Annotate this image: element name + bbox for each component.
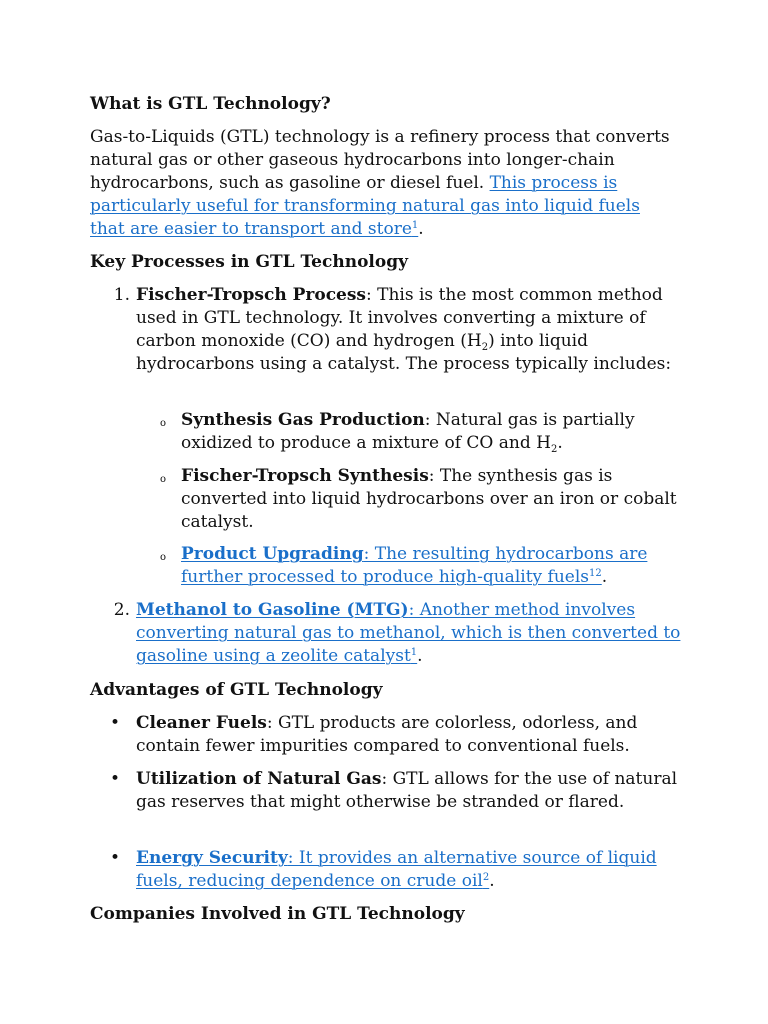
list-number: 2. [113, 600, 130, 620]
sub-item-text[interactable]: : The resulting hydrocarbons are further processed to produce high-quality fuels [181, 544, 648, 587]
process-text: : This is the most common method used in GTL technology. It involves converting a mixture of carbon monoxide (CO) and hydrogen (H [136, 285, 663, 351]
heading-what-is-gtl: What is GTL Technology? [90, 94, 331, 114]
heading-key-processes: Key Processes in GTL Technology [90, 252, 408, 272]
advantage-text: : GTL products are colorless, odorless, and contain fewer impurities compared to conventional fuels. [136, 713, 638, 756]
circle-bullet-icon: o [159, 418, 166, 429]
sub-item-synthesis-gas [159, 409, 681, 455]
mtg-link[interactable] [136, 600, 680, 666]
intro-ref[interactable]: 1 [411, 220, 419, 231]
process-ref[interactable]: 1 [410, 647, 418, 658]
advantage-text[interactable]: : It provides an alternative source of liquid fuels, reducing dependence on crude oil [136, 848, 657, 891]
sub-item-title: Fischer-Tropsch Synthesis [181, 466, 429, 486]
bullet-icon: • [110, 769, 121, 789]
sub-item-text: : Natural gas is partially oxidized to produce a mixture of CO and H [181, 410, 635, 453]
intro-text: Gas-to-Liquids (GTL) technology is a refinery process that converts natural gas or other gaseous hydrocarbons into longer-chain hydrocarbons, such as gasoline or diesel fuel. [90, 127, 670, 193]
heading-companies: Companies Involved in GTL Technology [90, 904, 465, 924]
sub-item-ref[interactable]: 12 [589, 568, 602, 579]
process-title: Fischer-Tropsch Process [136, 285, 367, 305]
sub-item-ft-synthesis [159, 465, 681, 534]
circle-bullet-icon: o [159, 474, 166, 485]
intro-paragraph [90, 126, 670, 241]
bullet-icon: • [110, 848, 121, 868]
intro-end: . [418, 219, 424, 239]
energy-security-link[interactable] [136, 848, 657, 891]
bullet-icon: • [110, 713, 121, 733]
advantage-title: Cleaner Fuels [136, 713, 267, 733]
sub-item-title: Synthesis Gas Production [181, 410, 425, 430]
advantage-cleaner-fuels [110, 712, 684, 758]
advantage-end: . [489, 871, 495, 891]
sub-item-product-upgrading [159, 543, 681, 589]
heading-advantages: Advantages of GTL Technology [90, 680, 383, 700]
process-item-fischer-tropsch [113, 284, 684, 376]
intro-link-text[interactable]: This process is particularly useful for transforming natural gas into liquid fuels that are easier to transport and store [90, 173, 640, 239]
sub-item-text: : The synthesis gas is converted into liquid hydrocarbons over an iron or cobalt catalyst. [181, 466, 677, 532]
subscript: 2 [550, 444, 558, 455]
sub-item-end: . [557, 433, 563, 453]
advantage-text: : GTL allows for the use of natural gas reserves that might otherwise be stranded or flared. [136, 769, 678, 812]
advantage-natural-gas [110, 768, 684, 814]
product-upgrading-link[interactable] [181, 544, 647, 587]
advantage-title: Utilization of Natural Gas [136, 769, 382, 789]
advantage-energy-security [110, 847, 684, 893]
advantage-title[interactable]: Energy Security [136, 848, 288, 868]
circle-bullet-icon: o [159, 552, 166, 563]
list-number: 1. [113, 285, 130, 305]
process-item-mtg [113, 599, 684, 668]
process-title[interactable]: Methanol to Gasoline (MTG) [136, 600, 409, 620]
advantage-ref[interactable]: 2 [482, 872, 490, 883]
subscript: 2 [481, 342, 489, 353]
sub-item-title[interactable]: Product Upgrading [181, 544, 364, 564]
process-end: . [417, 646, 423, 666]
process-text-continued: ) into liquid hydrocarbons using a catalyst. The process typically includes: [136, 331, 672, 374]
process-text[interactable]: : Another method involves converting natural gas to methanol, which is then converted to gasoline using a zeolite catalyst [136, 600, 681, 666]
sub-item-end: . [601, 567, 608, 587]
